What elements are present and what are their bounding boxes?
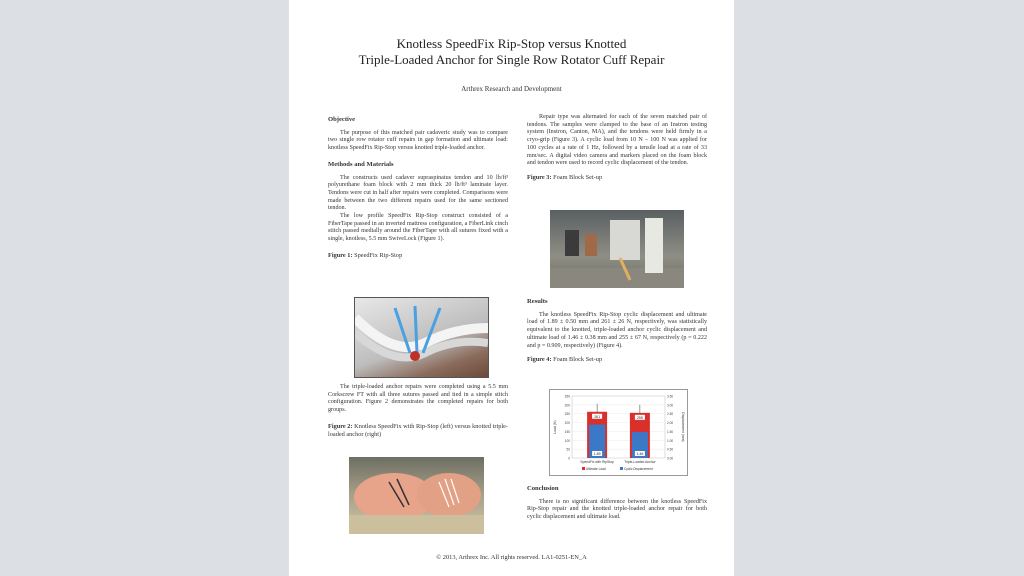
y-tick-right: 0.50 — [667, 447, 674, 452]
methods-paragraph-4: Repair type was alternated for each of the seven matched pair of tendons. The samples were clamped to the base of an Instron testing system (Instron, Canton, MA), and the tendons were held firmly in a cryo-grip (Figure 3). A cyclic load from 10 N – 100 N was applied for 100 cycles at a rate of 1 Hz, followed by a tensile load at a rate of 33 mm/sec. A digital video camera and markers placed on the foam block and tendon were used to record cyclic displacement of the tendon. — [527, 114, 707, 167]
title-line-2: Triple-Loaded Anchor for Single Row Rotator Cuff Repair — [358, 52, 665, 67]
figure-4-chart — [549, 389, 688, 476]
disp-data-label: 1.89 — [593, 452, 601, 456]
methods-heading: Methods and Materials — [328, 160, 394, 168]
document-page — [289, 0, 734, 576]
y-tick-left: 50 — [566, 447, 570, 452]
methods-paragraph-2: The low profile SpeedFix Rip-Stop construct consisted of a FiberTape passed in an inverted mattress configuration, a FiberLink cinch stitch passed medially around the FiberTape with all sutures fixed with a single, knotless, 5.5 mm SwiveLock (Figure 1). — [328, 213, 508, 243]
y-tick-right: 1.00 — [667, 438, 674, 443]
y-tick-right: 2.00 — [667, 421, 674, 426]
y-axis-label-right: Displacement (mm) — [681, 412, 685, 442]
y-tick-left: 0 — [568, 456, 570, 461]
right-column — [527, 114, 707, 182]
results-section — [527, 298, 707, 364]
y-tick-left: 100 — [564, 438, 570, 443]
results-heading: Results — [527, 298, 548, 305]
objective-text: The purpose of this matched pair cadaveric study was to compare two single row rotator cuff repairs in gap formation and ultimate load: knotless SpeedFix Rip-Stop versus knotted triple-loaded anchor. — [328, 129, 508, 152]
foam-block-setup-photo — [550, 210, 684, 288]
y-tick-right: 0.00 — [667, 456, 674, 461]
load-data-label: 261 — [594, 414, 601, 419]
figure-1-caption: Figure 1: SpeedFix Rip-Stop — [328, 251, 403, 259]
figure-3-caption: Figure 3: Foam Block Set-up — [527, 173, 603, 181]
methods-paragraph-3: The triple-loaded anchor repairs were completed using a 5.5 mm Corkscrew FT with all three sutures passed and tied in a simple stitch configuration. Figure 2 demonstrates the completed repairs for both groups. — [328, 384, 508, 414]
y-tick-left: 350 — [564, 394, 570, 399]
organization: Arthrex Research and Development — [461, 85, 562, 93]
y-tick-left: 200 — [564, 421, 570, 426]
figure-1-image — [354, 297, 489, 378]
conclusion-text: There is no significant difference between the knotless SpeedFix Rip-Stop repair and the knotted triple-loaded anchor repair for both cyclic displacement and ultimate load. — [527, 498, 707, 521]
y-tick-right: 3.50 — [667, 394, 674, 399]
x-tick-label: Triple-Loaded Anchor — [624, 460, 656, 464]
figure-2-caption: Figure 2: Knotless SpeedFix with Rip-Stop (left) versus knotted triple-loaded anchor (right) — [328, 422, 508, 438]
y-tick-left: 250 — [564, 412, 570, 417]
legend-swatch — [582, 467, 585, 470]
legend-label: Ultimate Load — [586, 466, 606, 471]
left-column — [328, 116, 508, 260]
repair-comparison-photo — [349, 457, 484, 534]
y-tick-left: 300 — [564, 403, 570, 408]
objective-heading: Objective — [328, 116, 356, 123]
y-axis-label-left: Load (N) — [553, 420, 557, 434]
figure-4-caption: Figure 4: Foam Block Set-up — [527, 356, 603, 364]
conclusion-heading: Conclusion — [527, 485, 559, 492]
y-tick-right: 2.50 — [667, 412, 674, 417]
plot-area — [572, 396, 665, 458]
title-line-1: Knotless SpeedFix Rip-Stop versus Knotted — [396, 36, 627, 51]
paper-title — [289, 36, 734, 68]
conclusion-section — [527, 485, 707, 522]
left-column-lower — [328, 384, 508, 438]
bar-chart — [550, 390, 687, 475]
figure-2-image — [349, 457, 484, 534]
x-tick-label: SpeedFix with RipStop — [580, 460, 614, 464]
y-tick-right: 3.00 — [667, 403, 674, 408]
disp-data-label: 1.46 — [636, 452, 644, 456]
y-tick-right: 1.50 — [667, 429, 674, 434]
legend-label: Cyclic Displacement — [624, 466, 653, 471]
footer-copyright: © 2013, Arthrex Inc. All rights reserved. LA1-0251-EN_A — [436, 554, 587, 561]
load-data-label: 255 — [636, 415, 643, 420]
speedfix-ripstop-illustration — [355, 298, 488, 377]
methods-paragraph-1: The constructs used cadaver supraspinatus tendon and 10 lb/ft³ polyurethane foam block with 2 mm thick 20 lb/ft³ laminate layer. Tendons were cut in half after repairs were completed. Comparisons were made between the two different repairs used for the same sectioned tendon. — [328, 174, 508, 212]
results-text: The knotless SpeedFix Rip-Stop cyclic displacement and ultimate load of 1.89 ± 0.50 mm and 261 ± 26 N, respectively, was statistically equivalent to the knotted, triple-loaded anchor cyclic displacement and ultimate load of 1.46 ± 0.38 mm and 255 ± 67 N, respectively (p = 0.222 and p = 0.909, respectively) (Figure 4). — [527, 311, 707, 349]
legend-swatch — [620, 467, 623, 470]
figure-3-image — [550, 210, 684, 288]
y-tick-left: 150 — [564, 429, 570, 434]
